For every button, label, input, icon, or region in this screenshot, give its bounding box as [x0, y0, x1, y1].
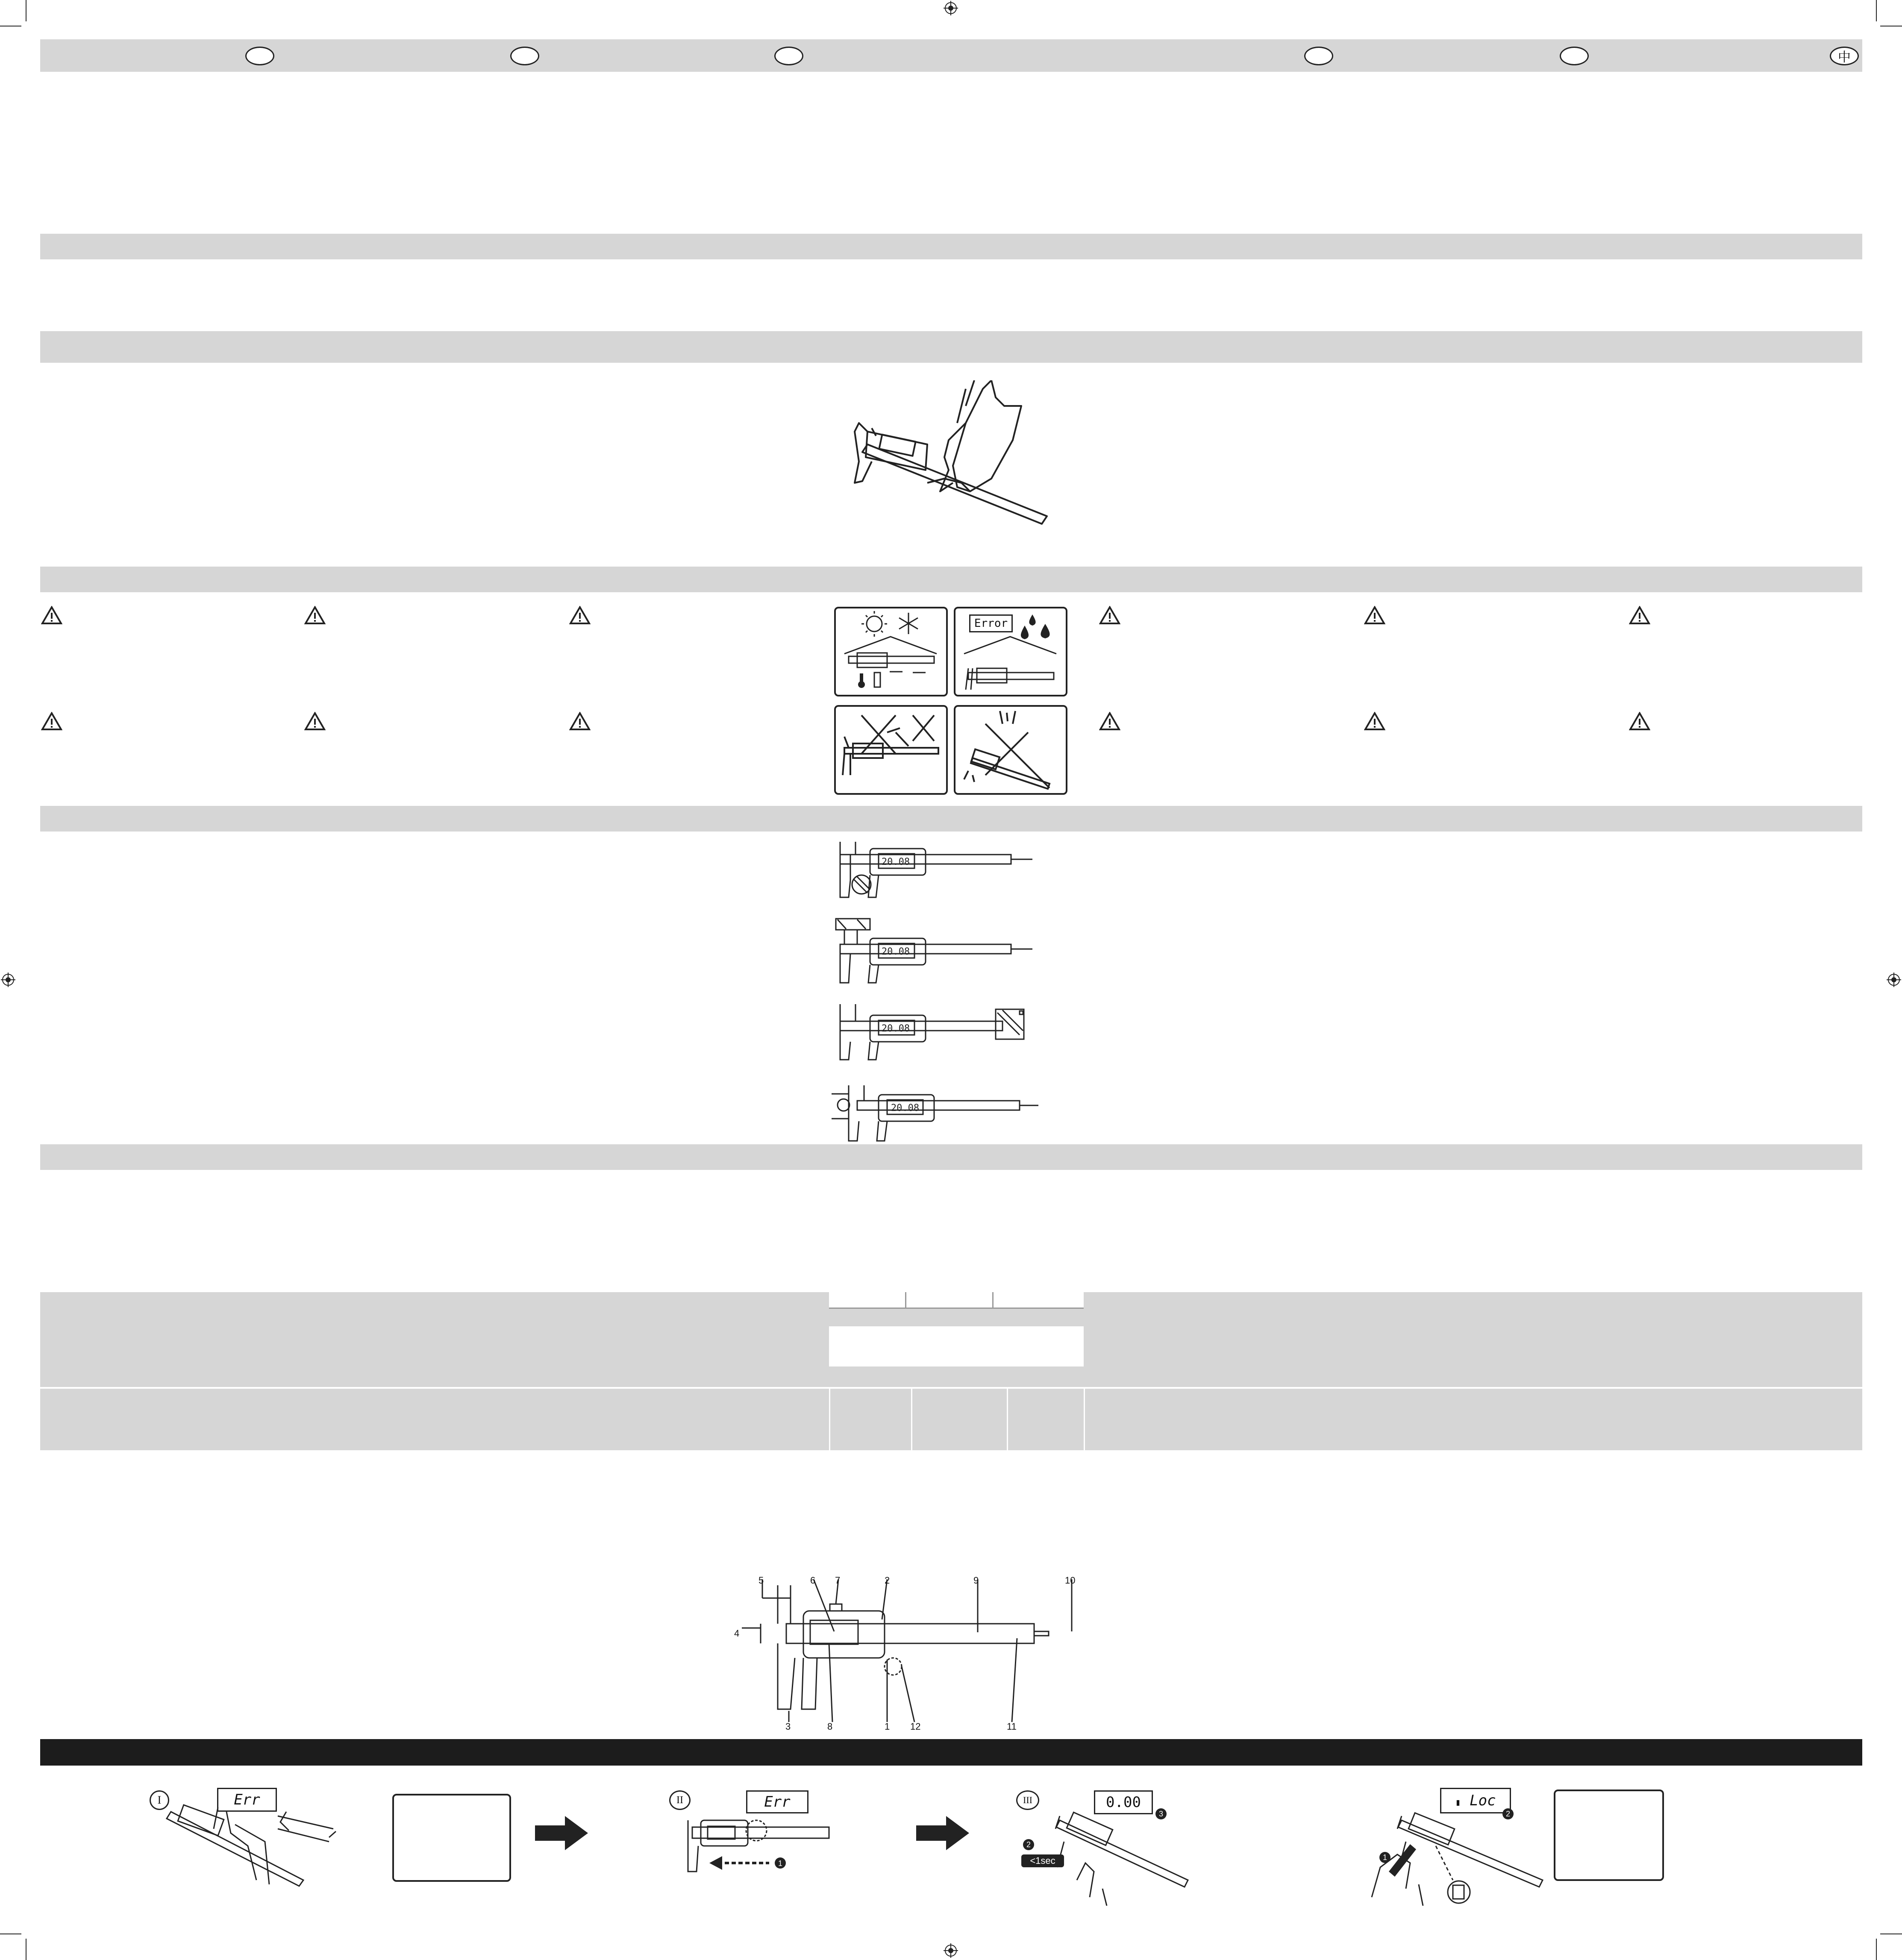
registration-mark-icon — [944, 1943, 958, 1958]
section-band — [40, 234, 1862, 259]
inside-measurement-illustration — [832, 910, 1037, 987]
registration-mark-icon — [944, 1, 958, 15]
step2-illustration — [684, 1812, 838, 1880]
no-tampering-panel — [834, 705, 948, 795]
zero-display: 0.00 — [1094, 1790, 1153, 1814]
part-label-1: 1 — [885, 1721, 890, 1732]
err-display: Err — [217, 1788, 277, 1812]
parts-diagram — [726, 1568, 1085, 1735]
warning-icon — [304, 712, 326, 731]
operation-band — [40, 1739, 1862, 1766]
warning-icon — [1629, 606, 1650, 625]
warning-icon — [569, 712, 591, 731]
depth-measurement-illustration — [832, 996, 1037, 1073]
warning-icon — [1364, 606, 1385, 625]
crop-mark — [1876, 0, 1877, 21]
error-display: Error — [969, 614, 1013, 632]
lock-text: Loc — [1470, 1792, 1496, 1809]
cross-icon — [955, 707, 1066, 793]
part-label-3: 3 — [785, 1721, 791, 1732]
step-badge: II — [669, 1790, 691, 1810]
warning-icon — [569, 606, 591, 625]
table-cell-divider — [905, 1292, 906, 1308]
moisture-warning-panel — [954, 607, 1067, 696]
lcd-reading: 20.08 — [881, 946, 910, 957]
warning-icon — [41, 712, 62, 731]
step-badge: III — [1016, 1790, 1039, 1810]
no-drop-panel — [954, 705, 1067, 795]
warning-icon — [304, 606, 326, 625]
cross-icon — [836, 707, 946, 793]
header-band — [40, 39, 1862, 72]
registration-mark-icon — [1887, 973, 1901, 987]
lcd-reading: 20.08 — [881, 1023, 910, 1034]
step-marker: 1 — [778, 1859, 783, 1868]
cleaning-illustration — [842, 380, 1051, 526]
part-label-12: 12 — [910, 1721, 921, 1732]
note-box — [392, 1794, 511, 1882]
spec-table-cells — [829, 1292, 1084, 1309]
lcd-reading: 20.08 — [881, 857, 910, 867]
warning-icon — [41, 606, 62, 625]
step-measurement-illustration — [832, 1077, 1041, 1145]
table-col-divider — [911, 1389, 912, 1450]
arrow-right-icon — [916, 1816, 969, 1850]
section-band — [40, 567, 1862, 592]
part-label-7: 7 — [835, 1575, 841, 1586]
registration-mark-icon — [1, 973, 15, 987]
crop-mark — [1876, 1939, 1877, 1960]
err-display: Err — [746, 1790, 808, 1813]
language-tab[interactable] — [245, 47, 274, 65]
sun-snowflake-icon — [836, 608, 946, 695]
part-label-8: 8 — [827, 1721, 833, 1732]
part-label-4: 4 — [734, 1628, 740, 1639]
step-marker-1: 1 — [1379, 1852, 1390, 1863]
note-box — [1554, 1790, 1664, 1881]
spec-table-band — [40, 1389, 1862, 1450]
step-badge: I — [150, 1790, 169, 1810]
part-label-5: 5 — [758, 1575, 764, 1586]
language-tab[interactable] — [774, 47, 803, 65]
arrow-right-icon — [535, 1816, 588, 1850]
section-band — [40, 806, 1862, 832]
language-tab[interactable] — [1560, 47, 1589, 65]
hold-duration-label: <1sec — [1021, 1854, 1064, 1867]
language-tab[interactable] — [1304, 47, 1333, 65]
warning-icon — [1099, 712, 1120, 731]
temperature-warning-panel — [834, 607, 948, 696]
lcd-reading: 20.08 — [891, 1103, 920, 1114]
part-label-11: 11 — [1007, 1721, 1017, 1732]
step1-illustration — [162, 1795, 342, 1893]
part-label-2: 2 — [885, 1575, 890, 1586]
warning-icon — [1629, 712, 1650, 731]
part-label-10: 10 — [1065, 1575, 1076, 1586]
step-marker-3: 3 — [1155, 1808, 1167, 1819]
table-cell-divider — [992, 1292, 994, 1308]
table-cell-white — [829, 1326, 1084, 1366]
step3-illustration — [1051, 1803, 1192, 1906]
section-band — [40, 1144, 1862, 1170]
part-label-9: 9 — [973, 1575, 979, 1586]
language-tab[interactable] — [510, 47, 539, 65]
section-band — [40, 331, 1862, 363]
part-label-6: 6 — [810, 1575, 816, 1586]
outside-measurement-illustration — [832, 833, 1037, 902]
table-col-divider — [829, 1389, 830, 1450]
warning-icon — [1099, 606, 1120, 625]
language-tab-chinese[interactable]: 中 — [1830, 47, 1859, 65]
step-marker-2: 2 — [1023, 1839, 1034, 1850]
step-marker-2: 2 — [1502, 1808, 1514, 1819]
lock-icon: ▮ — [1455, 1797, 1461, 1808]
warning-icon — [1364, 712, 1385, 731]
step4-illustration — [1363, 1803, 1551, 1906]
table-col-divider — [1084, 1389, 1085, 1450]
table-col-divider — [1007, 1389, 1008, 1450]
